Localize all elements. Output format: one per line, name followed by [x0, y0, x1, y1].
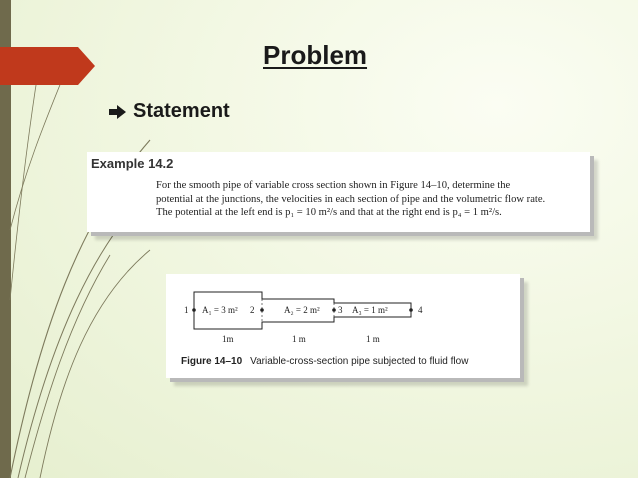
pipe-diagram [166, 274, 520, 354]
node-dot [260, 308, 264, 312]
arrow-bullet-icon [109, 105, 127, 119]
node-label: 1 [184, 305, 189, 315]
example-heading: Example 14.2 [91, 156, 174, 171]
title-accent-arrow [0, 47, 100, 85]
figure-image [166, 274, 520, 378]
area-label: A₂ = 2 m² [284, 305, 320, 315]
node-label: 3 [338, 305, 343, 315]
example-line: The potential at the left end is p₁ = 10 m²/s and that at the right end is p₄ = 1 m²/s. [156, 207, 502, 218]
node-label: 2 [250, 305, 255, 315]
length-label: 1 m [366, 334, 380, 344]
area-label: A₃ = 1 m² [352, 305, 388, 315]
bullet-item [109, 100, 230, 123]
slide-title: Problem [263, 40, 368, 70]
example-body [156, 179, 586, 220]
area-label: A₁ = 3 m² [202, 305, 238, 315]
length-label: 1 m [292, 334, 306, 344]
figure-caption [181, 356, 468, 367]
example-line: potential at the junctions, the velocities in each section of pipe and the volumetric flow rate. [156, 193, 546, 205]
node-dot [332, 308, 336, 312]
example-image [87, 152, 590, 232]
bullet-text: Statement [133, 100, 230, 122]
node-label: 4 [418, 305, 423, 315]
figure-number: Figure 14–10 [181, 356, 243, 367]
figure-caption-text: Variable-cross-section pipe subjected to fluid flow [250, 356, 469, 367]
example-line: For the smooth pipe of variable cross section shown in Figure 14–10, determine the [156, 180, 511, 191]
node-dot [192, 308, 196, 312]
node-dot [409, 308, 413, 312]
length-label: 1m [222, 334, 234, 344]
